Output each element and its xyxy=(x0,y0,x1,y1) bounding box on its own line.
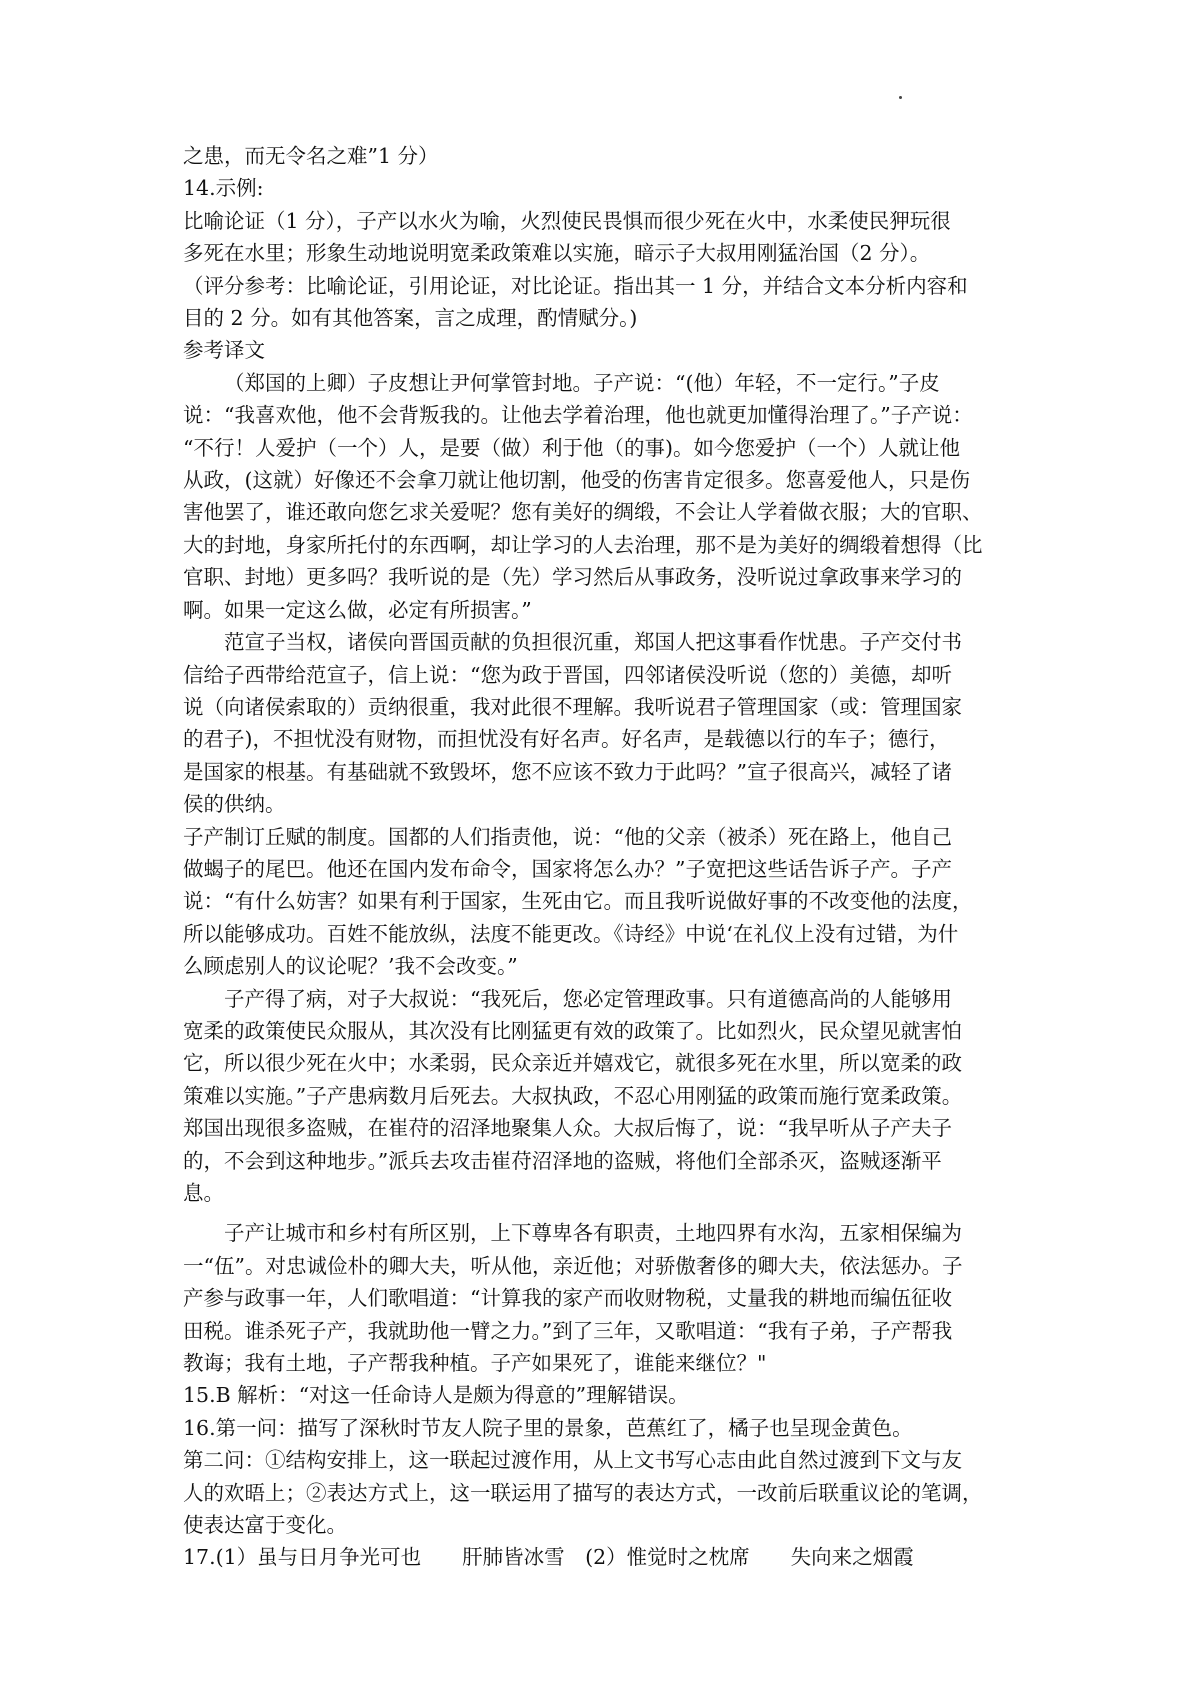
text-line: 官职、封地）更多吗？我听说的是（先）学习然后从事政务，没听说过拿政事来学习的 xyxy=(183,565,962,590)
text-line: 说：“我喜欢他，他不会背叛我的。让他去学着治理，他也就更加懂得治理了。”子产说： xyxy=(183,403,973,428)
text-line: 宽柔的政策使民众服从，其次没有比刚猛更有效的政策了。比如烈火，民众望见就害怕 xyxy=(183,1018,962,1043)
text-line: 从政，(这就）好像还不会拿刀就让他切割，他受的伤害肯定很多。您喜爱他人，只是伤 xyxy=(183,468,970,493)
text-line: 它，所以很少死在火中；水柔弱，民众亲近并嬉戏它，就很多死在水里，所以宽柔的政 xyxy=(183,1051,962,1076)
text-line: （郑国的上卿）子皮想让尹何掌管封地。子产说：“(他）年轻，不一定行。”子皮 xyxy=(224,370,940,395)
text-line: 啊。如果一定这么做，必定有所损害。” xyxy=(183,597,532,622)
q14-line: （评分参考：比喻论证，引用论证，对比论证。指出其一 1 分，并结合文本分析内容和 xyxy=(183,273,968,298)
text-line: 的，不会到这种地步。”派兵去攻击崔苻沼泽地的盗贼，将他们全部杀灭，盗贼逐渐平 xyxy=(183,1148,942,1173)
translation-paragraph-3 xyxy=(183,821,1033,983)
translation-paragraph-1 xyxy=(183,367,1033,626)
text-line: 田税。谁杀死子产，我就助他一臂之力。”到了三年，又歌唱道：“我有子弟，子产帮我 xyxy=(183,1318,953,1343)
text-line: 子产制订丘赋的制度。国都的人们指责他，说：“他的父亲（被杀）死在路上，他自己 xyxy=(183,824,952,849)
text-line: 大的封地，身家所托付的东西啊，却让学习的人去治理，那不是为美好的绸缎着想得（比 xyxy=(183,532,983,557)
q15-answer: 15.B 解析：“对这一任命诗人是颇为得意的”理解错误。 xyxy=(183,1383,689,1408)
text-line: 说：“有什么妨害？如果有利于国家，生死由它。而且我听说做好事的不改变他的法度， xyxy=(183,889,973,914)
q14-line: 多死在水里；形象生动地说明宽柔政策难以实施，暗示子大叔用刚猛治国（2 分）。 xyxy=(183,241,931,266)
q17-answer: 17.(1）虽与日月争光可也 肝肺皆冰雪 (2）惟觉时之枕席 失向来之烟霞 xyxy=(183,1545,914,1570)
text-line: 子产让城市和乡村有所区别，上下尊卑各有职责，土地四界有水沟，五家相保编为 xyxy=(224,1221,962,1246)
text-line: 的君子)，不担忧没有财物，而担忧没有好名声。好名声，是载德以行的车子；德行， xyxy=(183,727,950,752)
question-14 xyxy=(183,172,1033,334)
question-16 xyxy=(183,1412,1033,1542)
text-line: 做蝎子的尾巴。他还在国内发布命令，国家将怎么办？”子宽把这些话告诉子产。子产 xyxy=(183,856,952,881)
text-line: 一“伍”。对忠诚俭朴的卿大夫，听从他，亲近他；对骄傲奢侈的卿大夫，依法惩办。子 xyxy=(183,1253,963,1278)
reference-translation xyxy=(183,334,1033,1379)
q16-part-2-line: 人的欢晤上；②表达方式上，这一联运用了描写的表达方式，一改前后联重议论的笔调， xyxy=(183,1480,983,1505)
text-line: 所以能够成功。百姓不能放纵，法度不能更改。《诗经》中说‘在礼仪上没有过错，为什 xyxy=(183,921,959,946)
text-line: 信给子西带给范宣子，信上说：“您为政于晋国，四邻诸侯没听说（您的）美德，却听 xyxy=(183,662,952,687)
text-line: 策难以实施。”子产患病数月后死去。大叔执政，不忍心用刚猛的政策而施行宽柔政策。 xyxy=(183,1083,963,1108)
question-17 xyxy=(183,1541,1033,1573)
q14-line: 目的 2 分。如有其他答案，言之成理，酌情赋分。) xyxy=(183,306,638,331)
question-15 xyxy=(183,1379,1033,1411)
answer-page xyxy=(183,140,1033,1574)
text-line: 息。 xyxy=(183,1181,224,1205)
translation-heading: 参考译文 xyxy=(183,338,265,363)
scan-speck xyxy=(899,96,902,99)
top-fragment: 之患，而无令名之难”1 分） xyxy=(183,144,439,168)
q14-heading: 14.示例: xyxy=(183,176,264,201)
q16-part-1: 16.第一问：描写了深秋时节友人院子里的景象，芭蕉红了，橘子也呈现金黄色。 xyxy=(183,1415,913,1440)
text-line: “不行！人爱护（一个）人，是要（做）利于他（的事)。如今您爱护（一个）人就让他 xyxy=(183,435,960,460)
text-line: 郑国出现很多盗贼，在崔苻的沼泽地聚集人众。大叔后悔了，说：“我早听从子产夫子 xyxy=(183,1116,952,1141)
text-line: 子产得了病，对子大叔说：“我死后，您必定管理政事。只有道德高尚的人能够用 xyxy=(224,986,952,1011)
translation-paragraph-5 xyxy=(183,1217,1033,1379)
q14-line: 比喻论证（1 分），子产以水火为喻，火烈使民畏惧而很少死在火中，水柔使民狎玩很 xyxy=(183,208,951,233)
text-line: 说（向诸侯索取的）贡纳很重，我对此很不理解。我听说君子管理国家（或：管理国家 xyxy=(183,694,962,719)
q16-part-2-line: 第二问：①结构安排上，这一联起过渡作用，从上文书写心志由此自然过渡到下文与友 xyxy=(183,1448,962,1473)
text-line: 范宣子当权，诸侯向晋国贡献的负担很沉重，郑国人把这事看作忧患。子产交付书 xyxy=(224,630,962,655)
translation-paragraph-2 xyxy=(183,626,1033,820)
text-line: 教诲；我有土地，子产帮我种植。子产如果死了，谁能来继位？" xyxy=(183,1351,767,1376)
text-line: 是国家的根基。有基础就不致毁坏，您不应该不致力于此吗？”宣子很高兴，减轻了诸 xyxy=(183,759,952,784)
translation-paragraph-4 xyxy=(183,983,1033,1210)
text-line: 害他罢了，谁还敢向您乞求关爱呢？您有美好的绸缎，不会让人学着做衣服；大的官职、 xyxy=(183,500,983,525)
text-line: 产参与政事一年，人们歌唱道：“计算我的家产而收财物税，丈量我的耕地而编伍征收 xyxy=(183,1286,952,1311)
q16-part-2-line: 使表达富于变化。 xyxy=(183,1513,347,1538)
text-line: 么顾虑别人的议论呢？’我不会改变。” xyxy=(183,954,518,979)
text-line: 侯的供纳。 xyxy=(183,792,286,817)
